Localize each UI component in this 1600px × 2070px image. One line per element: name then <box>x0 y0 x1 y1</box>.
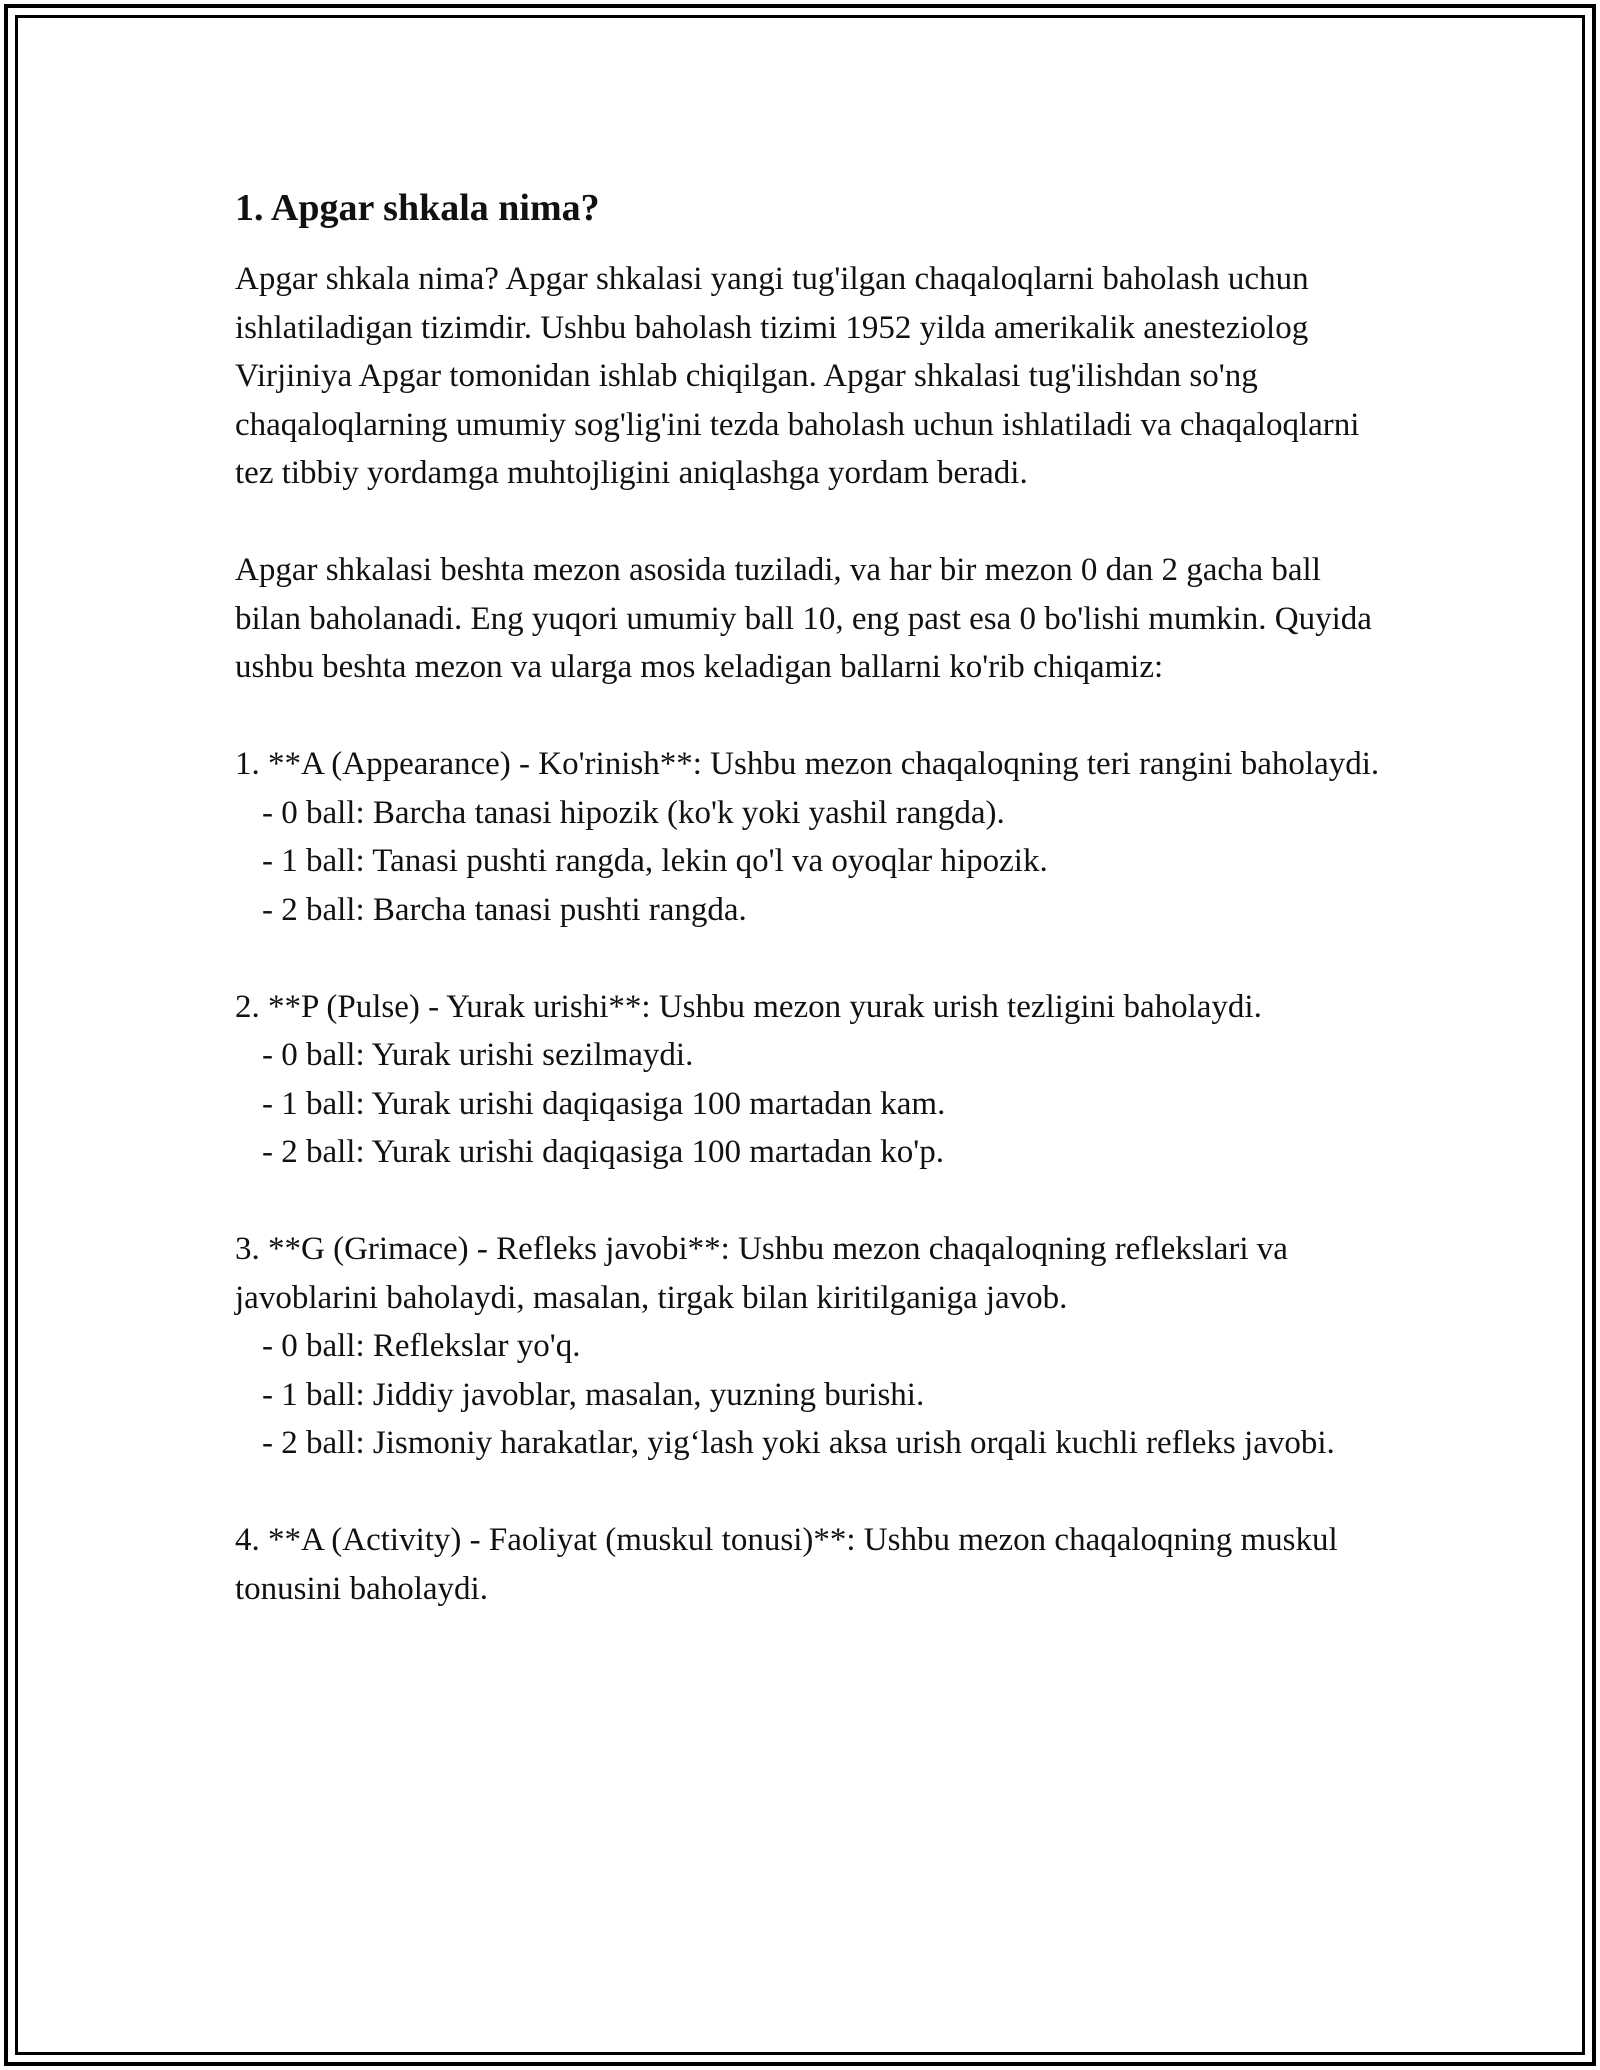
document-body <box>235 184 1385 1613</box>
criteria-intro-paragraph: Apgar shkalasi beshta mezon asosida tuziladi, va har bir mezon 0 dan 2 gacha ball bilan baholanadi. Eng yuqori umumiy ball 10, eng past esa 0 bo'lishi mumkin. Quyida ushbu beshta mezon va ularga mos keladigan ballarni ko'rib chiqamiz: <box>235 552 1372 685</box>
paragraph-gap <box>235 934 1385 983</box>
criterion-point: - 1 ball: Tanasi pushti rangda, lekin qo'l va oyoqlar hipozik. <box>262 843 1048 879</box>
intro-paragraph: Apgar shkala nima? Apgar shkalasi yangi tug'ilgan chaqaloqlarni baholash uchun ishlatiladigan tizimdir. Ushbu baholash tizimi 1952 yilda amerikalik anesteziolog Virjiniya Apgar tomonidan ishlab chiqilgan. Apgar shkalasi tug'ilishdan so'ng chaqaloqlarning umumiy sog'lig'ini tezda baholash uchun ishlatiladi va chaqaloqlarni tez tibbiy yordamga muhtojligini aniqlashga yordam beradi. <box>235 261 1360 491</box>
criterion-grimace <box>235 1225 1385 1468</box>
criterion-activity <box>235 1516 1385 1613</box>
criterion-point: - 1 ball: Yurak urishi daqiqasiga 100 martadan kam. <box>262 1085 946 1122</box>
criterion-point: - 2 ball: Yurak urishi daqiqasiga 100 martadan ko'p. <box>262 1134 944 1170</box>
criterion-point: - 0 ball: Yurak urishi sezilmaydi. <box>262 1037 694 1073</box>
criterion-title: 4. **A (Activity) - Faoliyat (muskul tonusi)**: Ushbu mezon chaqaloqning muskul tonusini baholaydi. <box>235 1522 1338 1607</box>
paragraph-gap <box>235 1468 1385 1517</box>
criterion-title: 1. **A (Appearance) - Ko'rinish**: Ushbu mezon chaqaloqning teri rangini baholaydi. <box>235 746 1380 782</box>
criterion-point: - 0 ball: Barcha tanasi hipozik (ko'k yoki yashil rangda). <box>262 794 1005 831</box>
criterion-title: 2. **P (Pulse) - Yurak urishi**: Ushbu mezon yurak urish tezligini baholaydi. <box>235 988 1262 1025</box>
paragraph-gap <box>235 692 1385 741</box>
section-heading: 1. Apgar shkala nima? <box>235 187 600 229</box>
criterion-point: - 2 ball: Jismoniy harakatlar, yig‘lash yoki aksa urish orqali kuchli refleks javobi. <box>262 1425 1335 1461</box>
criterion-appearance <box>235 740 1385 934</box>
criterion-pulse <box>235 983 1385 1177</box>
criterion-point: - 2 ball: Barcha tanasi pushti rangda. <box>262 891 747 928</box>
paragraph-gap <box>235 498 1385 547</box>
criterion-title: 3. **G (Grimace) - Refleks javobi**: Ushbu mezon chaqaloqning reflekslari va javoblarini baholaydi, masalan, tirgak bilan kiritilganiga javob. <box>235 1231 1288 1316</box>
criterion-point: - 1 ball: Jiddiy javoblar, masalan, yuzning burishi. <box>262 1376 925 1413</box>
criterion-point: - 0 ball: Reflekslar yo'q. <box>262 1328 581 1364</box>
paragraph-gap <box>235 1177 1385 1226</box>
